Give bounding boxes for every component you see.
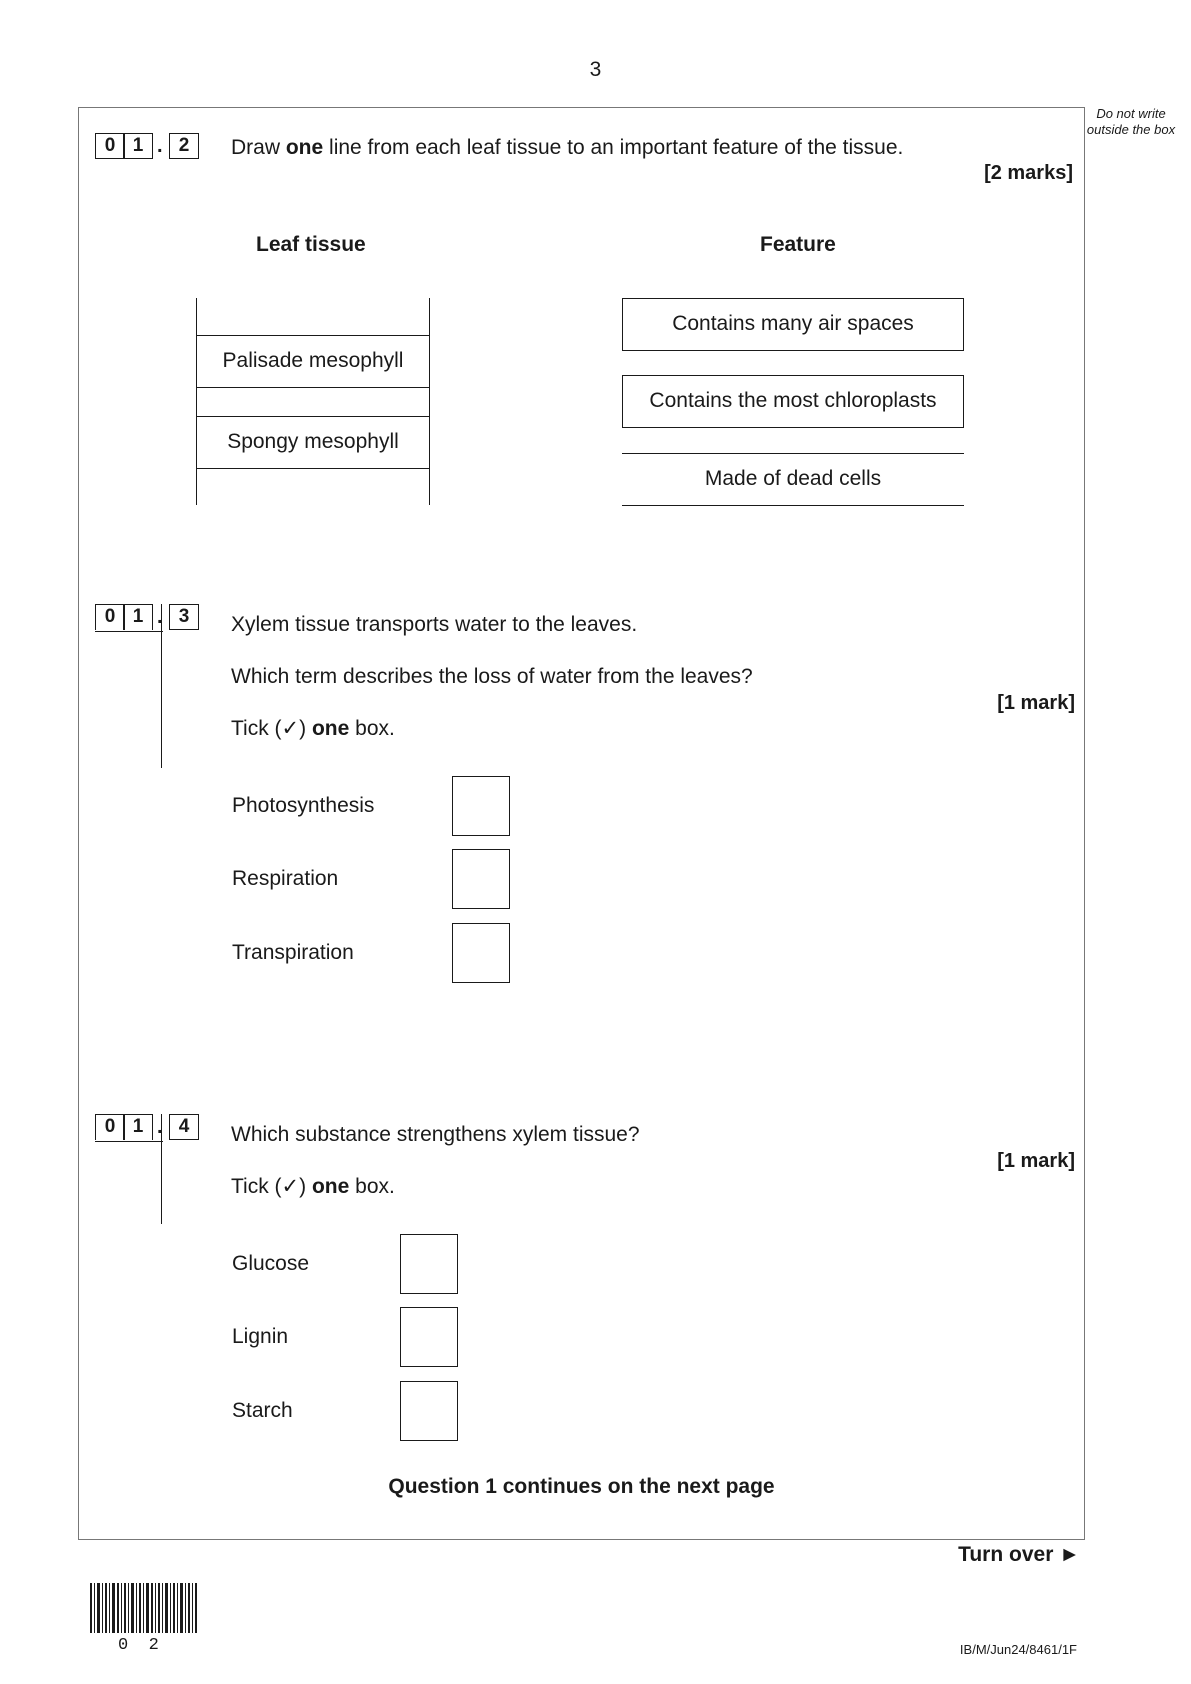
tick-instruction: Tick (✓) one box. (231, 1175, 395, 1198)
feature-box-air-spaces[interactable]: Contains many air spaces (622, 298, 964, 351)
option-label: Transpiration (232, 941, 354, 964)
option-label: Starch (232, 1399, 293, 1422)
feature-box-chloroplasts[interactable]: Contains the most chloroplasts (622, 375, 964, 428)
question-digit: 2 (169, 133, 199, 159)
tissue-column-right-border (429, 298, 430, 505)
option-label: Photosynthesis (232, 794, 375, 817)
turn-over-label: Turn over ► (958, 1543, 1080, 1566)
question-underline (95, 631, 163, 632)
tick-instruction: Tick (✓) one box. (231, 717, 395, 740)
tick-box-transpiration[interactable] (452, 923, 510, 983)
question-text: Xylem tissue transports water to the leaves. (231, 613, 638, 636)
page-number: 3 (589, 58, 602, 81)
barcode-number: 0 2 (118, 1636, 159, 1655)
question-digit: 1 (123, 133, 153, 159)
question-underline (95, 1141, 163, 1142)
question-prompt: Draw one line from each leaf tissue to an important feature of the tissue. (231, 136, 904, 159)
feature-heading: Feature (760, 233, 836, 256)
tissue-column-left-border (196, 298, 197, 505)
question-digit: 0 (95, 133, 125, 159)
question-digit: 1 (123, 604, 153, 630)
question-text: Which substance strengthens xylem tissue? (231, 1123, 640, 1146)
option-label: Lignin (232, 1325, 289, 1348)
tick-box-starch[interactable] (400, 1381, 458, 1441)
continues-note: Question 1 continues on the next page (388, 1475, 775, 1498)
tick-box-photosynthesis[interactable] (452, 776, 510, 836)
marks-label: [1 mark] (997, 1150, 1075, 1172)
question-digit: 4 (169, 1114, 199, 1140)
footer-code: IB/M/Jun24/8461/1F (959, 1642, 1077, 1657)
feature-box-dead-cells[interactable]: Made of dead cells (622, 453, 964, 506)
question-bracket-line (161, 604, 162, 768)
question-bracket-line (161, 1114, 162, 1224)
tick-box-respiration[interactable] (452, 849, 510, 909)
question-digit: 0 (95, 604, 125, 630)
question-text: Which term describes the loss of water from the leaves? (231, 665, 753, 688)
margin-note: Do not write outside the box (1086, 106, 1176, 137)
tick-box-lignin[interactable] (400, 1307, 458, 1367)
question-digit: 1 (123, 1114, 153, 1140)
option-label: Respiration (232, 867, 339, 890)
tick-box-glucose[interactable] (400, 1234, 458, 1294)
leaf-tissue-heading: Leaf tissue (256, 233, 366, 256)
marks-label: [1 mark] (997, 692, 1075, 714)
question-digit: 0 (95, 1114, 125, 1140)
barcode (90, 1583, 200, 1633)
marks-label: [2 marks] (984, 162, 1073, 184)
question-digit: 3 (169, 604, 199, 630)
option-label: Glucose (232, 1252, 310, 1275)
tissue-box-spongy[interactable]: Spongy mesophyll (196, 416, 430, 469)
tissue-box-palisade[interactable]: Palisade mesophyll (196, 335, 430, 388)
